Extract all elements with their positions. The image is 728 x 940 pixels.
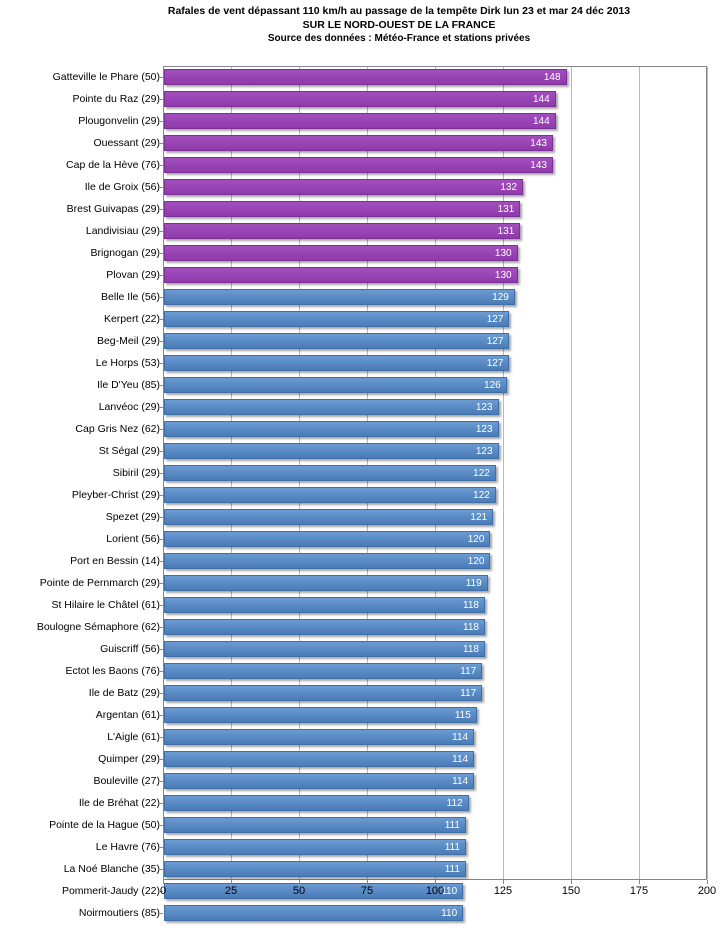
x-axis-tick	[435, 880, 436, 884]
bar-container	[164, 311, 509, 327]
bar-container	[164, 355, 509, 371]
axis-tick	[160, 429, 163, 430]
bar[interactable]	[164, 157, 553, 173]
bar-row	[0, 264, 728, 286]
category-label: Pointe de la Hague (50)	[49, 819, 160, 831]
bar-container	[164, 597, 485, 613]
category-label: Ile de Batz (29)	[88, 687, 160, 699]
bar[interactable]	[164, 795, 469, 811]
axis-tick	[160, 319, 163, 320]
bar-container	[164, 179, 523, 195]
bar[interactable]	[164, 817, 466, 833]
bar-value-label: 120	[467, 534, 485, 545]
x-axis-label: 75	[360, 885, 374, 897]
bar-row	[0, 110, 728, 132]
bar[interactable]	[164, 465, 496, 481]
category-label: St Ségal (29)	[98, 445, 160, 457]
axis-tick	[160, 187, 163, 188]
bar[interactable]	[164, 553, 490, 569]
bar-row	[0, 330, 728, 352]
bar-container	[164, 531, 490, 547]
bar-value-label: 144	[532, 116, 550, 127]
category-label: Kerpert (22)	[103, 313, 160, 325]
bar-container	[164, 773, 474, 789]
bar-container	[164, 795, 469, 811]
bar-value-label: 118	[463, 600, 479, 611]
category-label: Le Horps (53)	[95, 357, 160, 369]
x-axis-tick	[707, 880, 708, 884]
bar-value-label: 123	[475, 424, 493, 435]
bar-value-label: 148	[543, 72, 561, 83]
x-axis-tick	[299, 880, 300, 884]
axis-tick	[160, 363, 163, 364]
bar-row	[0, 176, 728, 198]
bar[interactable]	[164, 245, 518, 261]
x-axis-tick	[367, 880, 368, 884]
axis-tick	[160, 231, 163, 232]
category-label: Brest Guivapas (29)	[66, 203, 160, 215]
bar-row	[0, 242, 728, 264]
bar-row	[0, 88, 728, 110]
bar-container	[164, 289, 515, 305]
category-label: Pointe du Raz (29)	[72, 93, 160, 105]
bar[interactable]	[164, 443, 499, 459]
axis-tick	[160, 715, 163, 716]
chart-title: Rafales de vent dépassant 110 km/h au passage de la tempête Dirk lun 23 et mar 24 déc 2013	[167, 5, 631, 17]
axis-tick	[160, 143, 163, 144]
category-label: Lorient (56)	[106, 533, 160, 545]
bar[interactable]	[164, 311, 509, 327]
bar[interactable]	[164, 399, 499, 415]
bar-row	[0, 792, 728, 814]
bar-row	[0, 638, 728, 660]
bar[interactable]	[164, 179, 523, 195]
category-label: L'Aigle (61)	[107, 731, 160, 743]
x-axis-tick	[231, 880, 232, 884]
bar-container	[164, 509, 493, 525]
category-label: Port en Bessin (14)	[70, 555, 160, 567]
category-label: Le Havre (76)	[95, 841, 160, 853]
bar-value-label: 118	[463, 644, 479, 655]
bar-row	[0, 814, 728, 836]
bar-value-label: 111	[444, 820, 460, 831]
bar-container	[164, 751, 474, 767]
x-axis-label: 125	[493, 885, 513, 897]
bar-row	[0, 682, 728, 704]
bar-row	[0, 506, 728, 528]
bar[interactable]	[164, 487, 496, 503]
bar-container	[164, 465, 496, 481]
axis-tick	[160, 583, 163, 584]
bar[interactable]	[164, 113, 556, 129]
axis-tick	[160, 99, 163, 100]
bar[interactable]	[164, 773, 474, 789]
bar-row	[0, 902, 728, 924]
bar-value-label: 117	[460, 666, 477, 677]
x-axis-label: 100	[425, 885, 445, 897]
bar-row	[0, 308, 728, 330]
bar-row	[0, 726, 728, 748]
bar-value-label: 111	[444, 842, 460, 853]
bar-row	[0, 836, 728, 858]
axis-tick	[160, 605, 163, 606]
bar[interactable]	[164, 333, 509, 349]
category-label: Cap Gris Nez (62)	[75, 423, 160, 435]
bar[interactable]	[164, 729, 474, 745]
bar-row	[0, 484, 728, 506]
axis-tick	[160, 209, 163, 210]
bar-container	[164, 817, 466, 833]
bar[interactable]	[164, 531, 490, 547]
bar-value-label: 130	[494, 270, 512, 281]
axis-tick	[160, 121, 163, 122]
x-axis-tick	[571, 880, 572, 884]
bar-value-label: 127	[486, 314, 504, 325]
bar-row	[0, 198, 728, 220]
chart-subtitle: SUR LE NORD-OUEST DE LA FRANCE	[302, 19, 496, 31]
bar-value-label: 129	[492, 292, 509, 303]
axis-tick	[160, 275, 163, 276]
bar-row	[0, 154, 728, 176]
bar-container	[164, 135, 553, 151]
axis-tick	[160, 869, 163, 870]
category-label: Lanvéoc (29)	[98, 401, 160, 413]
bar-value-label: 111	[444, 864, 460, 875]
bar-row	[0, 440, 728, 462]
bar-container	[164, 729, 474, 745]
axis-tick	[160, 407, 163, 408]
bar-container	[164, 399, 499, 415]
bar-value-label: 144	[532, 94, 550, 105]
bar-row	[0, 528, 728, 550]
category-label: St Hilaire le Châtel (61)	[51, 599, 160, 611]
bar-row	[0, 418, 728, 440]
bar-value-label: 114	[452, 776, 469, 787]
category-label: Ouessant (29)	[93, 137, 160, 149]
category-label: Ectot les Baons (76)	[65, 665, 160, 677]
axis-tick	[160, 627, 163, 628]
bar-container	[164, 377, 507, 393]
axis-tick	[160, 473, 163, 474]
bar[interactable]	[164, 685, 482, 701]
axis-tick	[160, 737, 163, 738]
bar-value-label: 114	[452, 732, 469, 743]
bar[interactable]	[164, 135, 553, 151]
chart-title-block	[0, 4, 728, 46]
bar-container	[164, 421, 499, 437]
bar-value-label: 127	[486, 336, 504, 347]
bar-value-label: 143	[530, 160, 547, 171]
bar-row	[0, 352, 728, 374]
bar-row	[0, 858, 728, 880]
x-axis	[159, 880, 717, 904]
bar-container	[164, 267, 518, 283]
axis-tick	[160, 913, 163, 914]
category-label: Sibiril (29)	[112, 467, 160, 479]
bar-value-label: 112	[446, 798, 463, 809]
category-label: Pommerit-Jaudy (22)	[61, 885, 160, 897]
bar-value-label: 110	[441, 886, 458, 897]
bar-container	[164, 619, 485, 635]
axis-tick	[160, 385, 163, 386]
category-label: Plougonvelin (29)	[78, 115, 160, 127]
bar-row	[0, 594, 728, 616]
bar[interactable]	[164, 839, 466, 855]
bar-value-label: 117	[460, 688, 477, 699]
bar-value-label: 115	[454, 710, 471, 721]
bar-value-label: 110	[441, 908, 458, 919]
bar-container	[164, 157, 553, 173]
bar-value-label: 119	[465, 578, 482, 589]
axis-tick	[160, 165, 163, 166]
bar[interactable]	[164, 201, 520, 217]
axis-tick	[160, 671, 163, 672]
category-label: Noirmoutiers (85)	[78, 907, 160, 919]
bar[interactable]	[164, 223, 520, 239]
bar-container	[164, 553, 490, 569]
axis-tick	[160, 561, 163, 562]
bar[interactable]	[164, 355, 509, 371]
bar-row	[0, 550, 728, 572]
axis-tick	[160, 781, 163, 782]
bar-value-label: 123	[475, 446, 493, 457]
bar-container	[164, 575, 488, 591]
category-label: Guiscriff (56)	[100, 643, 160, 655]
axis-tick	[160, 649, 163, 650]
axis-tick	[160, 847, 163, 848]
bar-row	[0, 286, 728, 308]
bar-row	[0, 374, 728, 396]
bar-container	[164, 641, 485, 657]
bar-row	[0, 660, 728, 682]
category-label: Gatteville le Phare (50)	[52, 71, 160, 83]
bar-container	[164, 201, 520, 217]
x-axis-label: 200	[697, 885, 717, 897]
axis-tick	[160, 451, 163, 452]
x-axis-label: 0	[159, 885, 167, 897]
bar-value-label: 130	[494, 248, 512, 259]
bar[interactable]	[164, 751, 474, 767]
category-label: Landivisiau (29)	[85, 225, 160, 237]
axis-tick	[160, 759, 163, 760]
bar-value-label: 118	[463, 622, 479, 633]
category-label: Spezet (29)	[105, 511, 160, 523]
axis-tick	[160, 539, 163, 540]
category-label: Boulogne Sémaphore (62)	[36, 621, 160, 633]
category-label: Brignogan (29)	[90, 247, 160, 259]
axis-tick	[160, 253, 163, 254]
bar-value-label: 143	[530, 138, 547, 149]
bar-container	[164, 69, 567, 85]
bar-value-label: 120	[467, 556, 485, 567]
bar[interactable]	[164, 861, 466, 877]
bar-container	[164, 905, 463, 921]
bar[interactable]	[164, 619, 485, 635]
bar[interactable]	[164, 905, 463, 921]
axis-tick	[160, 803, 163, 804]
bar[interactable]	[164, 421, 499, 437]
axis-tick	[160, 77, 163, 78]
bar-value-label: 126	[484, 380, 501, 391]
bar[interactable]	[164, 707, 477, 723]
x-axis-label: 50	[292, 885, 306, 897]
x-axis-tick	[639, 880, 640, 884]
bar-container	[164, 663, 482, 679]
category-label: Ile de Groix (56)	[84, 181, 160, 193]
category-label: Beg-Meil (29)	[96, 335, 160, 347]
bar-container	[164, 487, 496, 503]
bar[interactable]	[164, 597, 485, 613]
bar-container	[164, 245, 518, 261]
axis-tick	[160, 693, 163, 694]
bar[interactable]	[164, 509, 493, 525]
bar-row	[0, 396, 728, 418]
bar-row	[0, 132, 728, 154]
bar[interactable]	[164, 289, 515, 305]
bar-value-label: 123	[475, 402, 493, 413]
category-label: Quimper (29)	[98, 753, 160, 765]
bar-container	[164, 839, 466, 855]
bar[interactable]	[164, 641, 485, 657]
bar-value-label: 132	[500, 182, 518, 193]
bar-row	[0, 770, 728, 792]
bar[interactable]	[164, 91, 556, 107]
category-label: Argentan (61)	[95, 709, 160, 721]
bar-row	[0, 66, 728, 88]
bar-value-label: 131	[497, 204, 515, 215]
bar-container	[164, 91, 556, 107]
bar-row	[0, 572, 728, 594]
bar-row	[0, 748, 728, 770]
bar-value-label: 114	[452, 754, 469, 765]
category-label: Ile D'Yeu (85)	[97, 379, 160, 391]
bar-row	[0, 616, 728, 638]
bar-container	[164, 333, 509, 349]
bar-value-label: 121	[470, 512, 488, 523]
category-label: Plovan (29)	[106, 269, 160, 281]
bar-row	[0, 704, 728, 726]
bar-value-label: 122	[473, 490, 490, 501]
x-axis-tick	[163, 880, 164, 884]
bar-row	[0, 220, 728, 242]
bar[interactable]	[164, 575, 488, 591]
category-label: Pleyber-Christ (29)	[71, 489, 160, 501]
bar-value-label: 127	[486, 358, 504, 369]
bar-value-label: 131	[497, 226, 515, 237]
bar-value-label: 122	[473, 468, 490, 479]
bar-container	[164, 707, 477, 723]
axis-tick	[160, 517, 163, 518]
chart-source: Source des données : Météo-France et stations privées	[267, 33, 531, 44]
axis-tick	[160, 297, 163, 298]
bar-container	[164, 685, 482, 701]
bar[interactable]	[164, 663, 482, 679]
bar-container	[164, 113, 556, 129]
x-axis-tick	[503, 880, 504, 884]
bar-container	[164, 861, 466, 877]
x-axis-label: 150	[561, 885, 581, 897]
bar-container	[164, 223, 520, 239]
x-axis-label: 175	[629, 885, 649, 897]
x-axis-label: 25	[224, 885, 238, 897]
bar[interactable]	[164, 267, 518, 283]
bar[interactable]	[164, 377, 507, 393]
category-label: Pointe de Pernmarch (29)	[39, 577, 160, 589]
category-label: Bouleville (27)	[93, 775, 160, 787]
category-label: Ile de Bréhat (22)	[78, 797, 160, 809]
axis-tick	[160, 825, 163, 826]
bar[interactable]	[164, 69, 567, 85]
axis-tick	[160, 341, 163, 342]
axis-tick	[160, 495, 163, 496]
category-label: La Noé Blanche (35)	[63, 863, 160, 875]
bar-container	[164, 443, 499, 459]
bar-row	[0, 462, 728, 484]
category-label: Cap de la Hève (76)	[66, 159, 160, 171]
category-label: Belle Ile (56)	[101, 291, 160, 303]
